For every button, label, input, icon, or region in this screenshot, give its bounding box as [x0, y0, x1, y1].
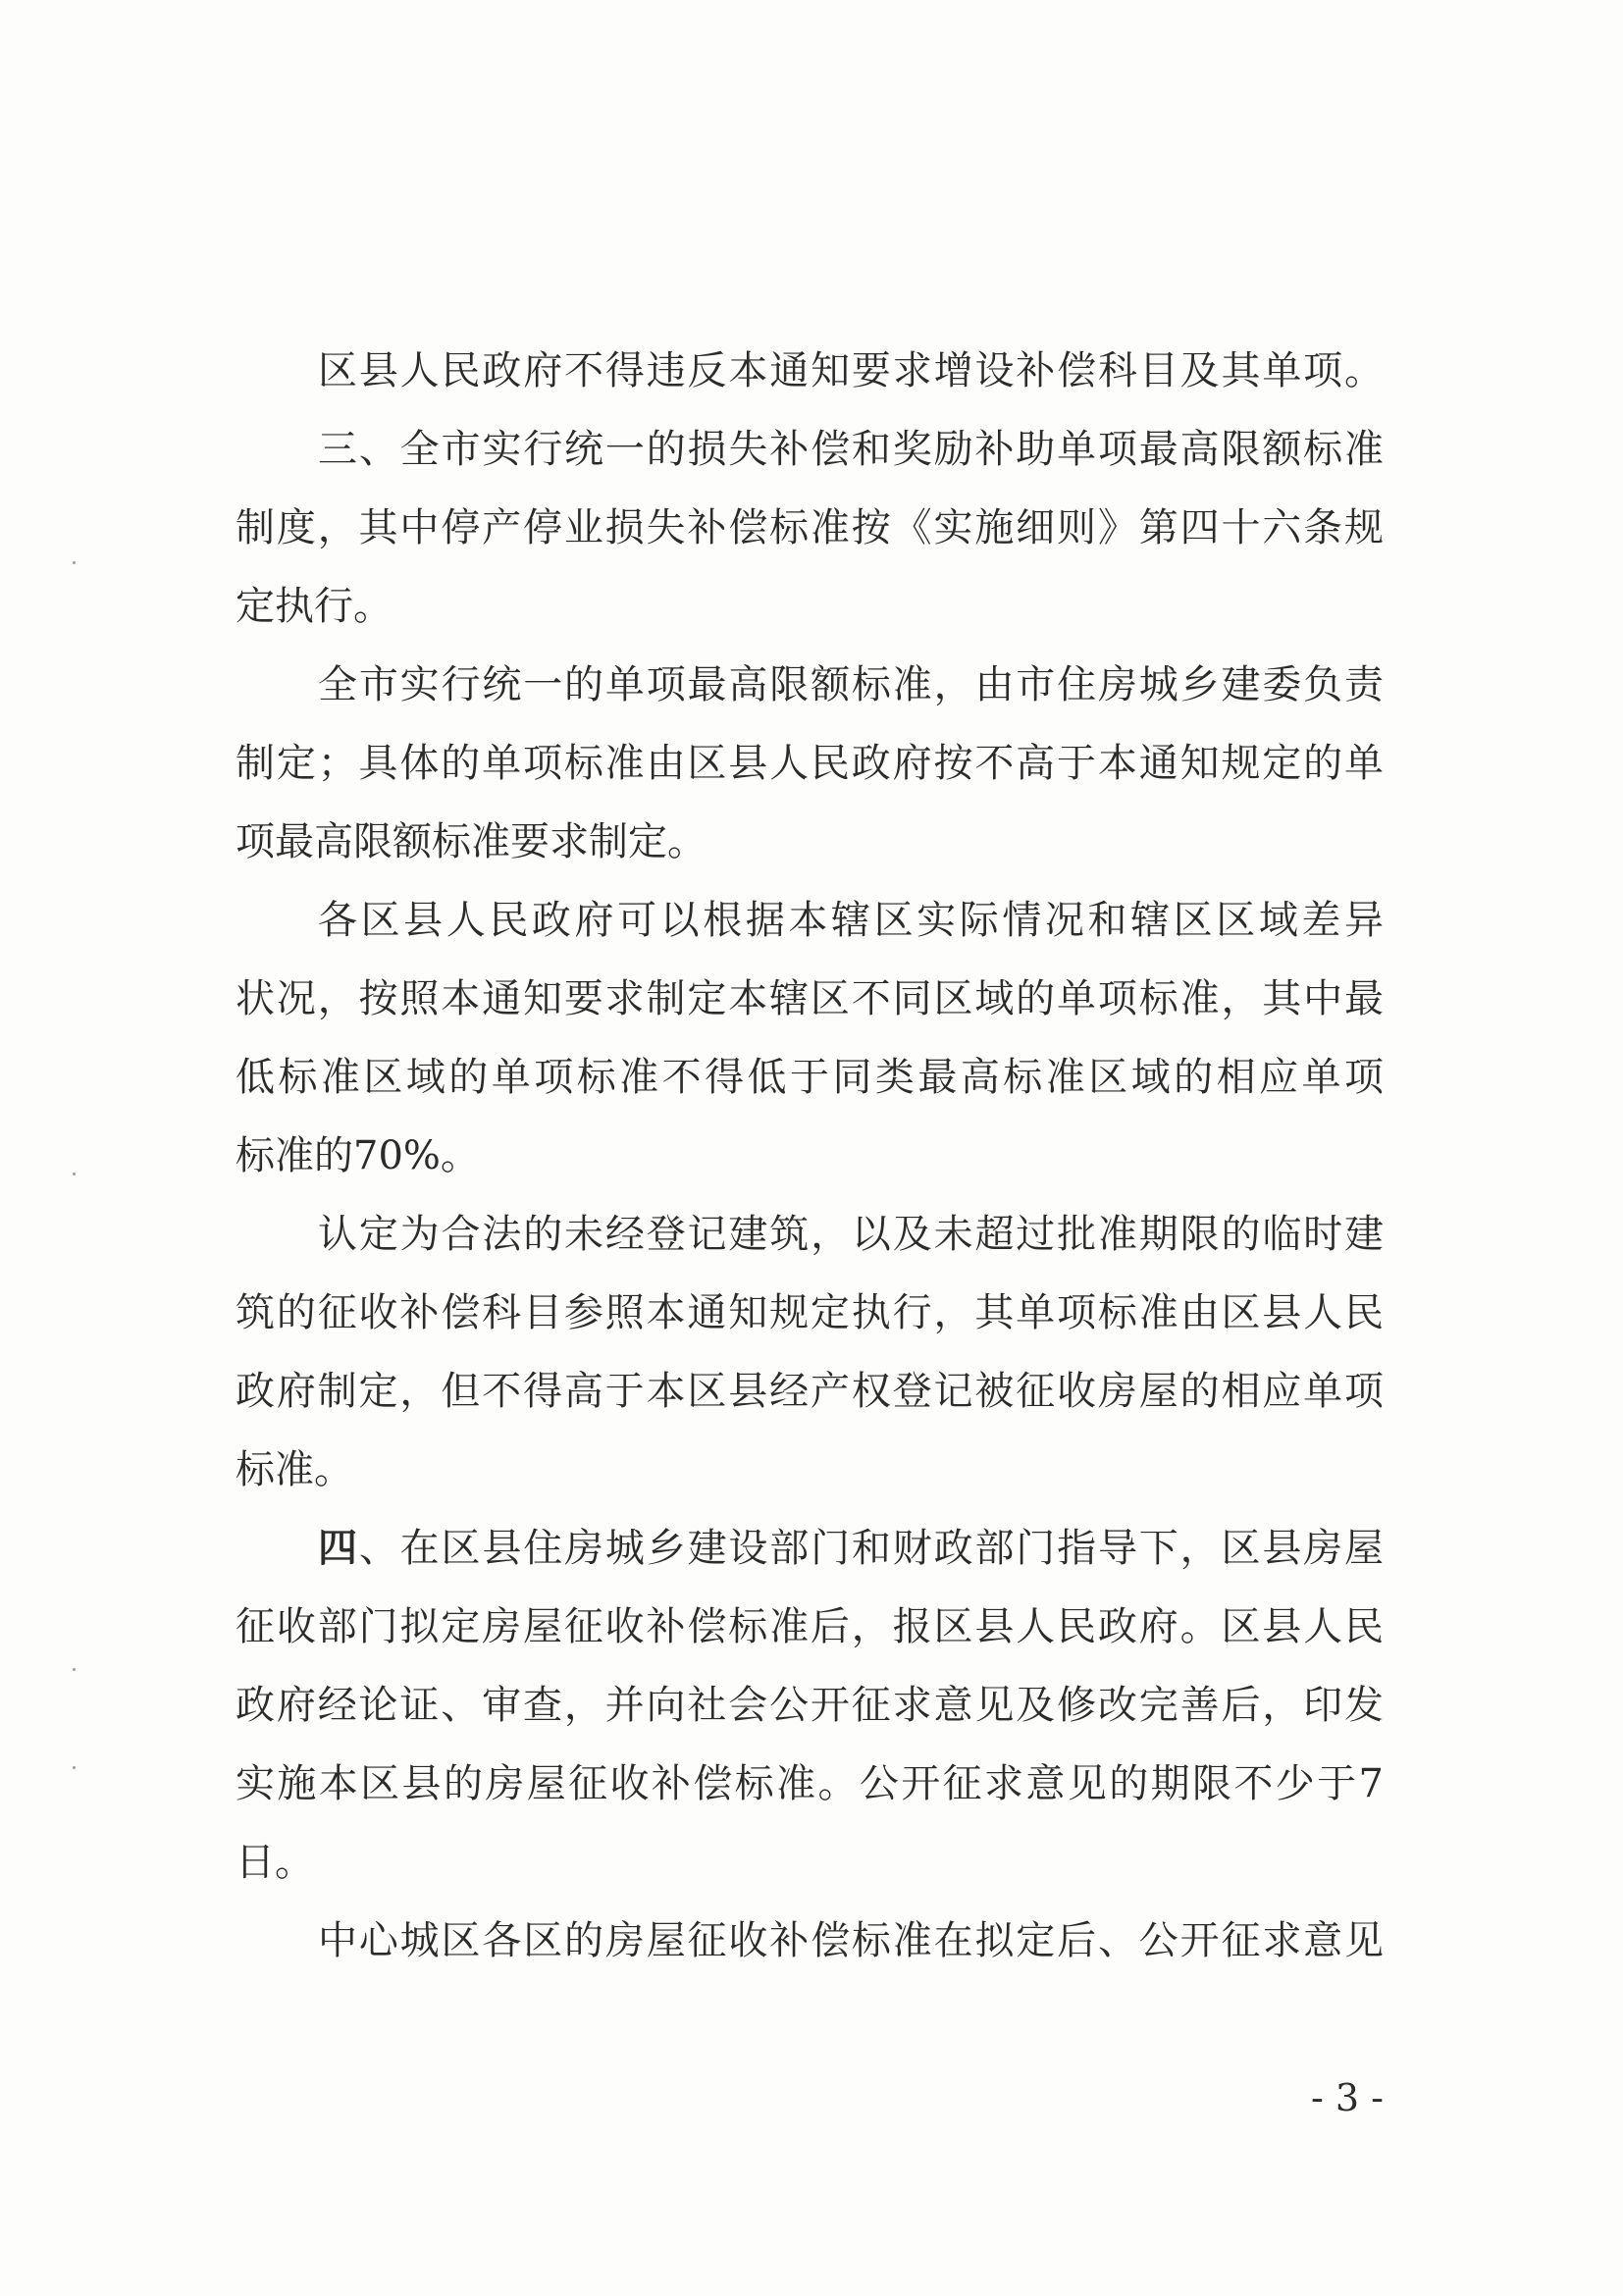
text-line: [236, 1902, 1384, 1980]
page-number: - 3 -: [1310, 2076, 1384, 2119]
text-line-content: 标准。: [236, 1447, 353, 1492]
text-line-content: 征收部门拟定房屋征收补偿标准后，报区县人民政府。区县人民: [236, 1604, 1384, 1649]
text-line: [236, 1666, 1384, 1745]
section-number: 四: [318, 1525, 359, 1571]
text-line: [236, 1431, 1384, 1509]
text-line-content: 筑的征收补偿科目参照本通知规定执行，其单项标准由区县人民: [236, 1290, 1384, 1335]
text-line: [236, 1274, 1384, 1352]
text-line: [236, 1038, 1384, 1117]
text-line-content: 低标准区域的单项标准不得低于同类最高标准区域的相应单项: [236, 1055, 1384, 1100]
text-line-content: 、在区县住房城乡建设部门和财政部门指导下，区县房屋: [358, 1526, 1385, 1571]
text-line-content: 定执行。: [236, 584, 393, 629]
text-line-content: 实施本区县的房屋征收补偿标准。公开征求意见的期限不少于7: [236, 1761, 1384, 1806]
scan-mark: [73, 1668, 76, 1671]
text-line: [236, 489, 1384, 567]
text-line: [236, 1823, 1384, 1902]
text-line-content: 认定为合法的未经登记建筑，以及未超过批准期限的临时建: [318, 1212, 1384, 1257]
text-line-content: 制度，其中停产停业损失补偿标准按《实施细则》第四十六条规: [236, 505, 1384, 550]
text-line: [236, 1588, 1384, 1666]
text-line: [236, 1509, 1384, 1588]
scan-mark: [73, 1173, 76, 1175]
text-line: [236, 567, 1384, 646]
text-line-content: 全市实行统一的单项最高限额标准，由市住房城乡建委负责: [318, 662, 1384, 707]
text-line: [236, 724, 1384, 803]
text-line: [236, 1745, 1384, 1823]
text-line-content: 区县人民政府不得违反本通知要求增设补偿科目及其单项。: [318, 348, 1384, 393]
text-line: [236, 646, 1384, 724]
text-line-content: 项最高限额标准要求制定。: [236, 819, 707, 864]
text-line: [236, 1195, 1384, 1274]
text-line: [236, 803, 1384, 881]
text-line-content: 政府经论证、审查，并向社会公开征求意见及修改完善后，印发: [236, 1683, 1384, 1728]
text-line: [236, 332, 1384, 410]
scan-mark: [73, 561, 76, 564]
text-line: [236, 1352, 1384, 1431]
text-line-content: 三、全市实行统一的损失补偿和奖励补助单项最高限额标准: [318, 427, 1384, 472]
text-line: [236, 960, 1384, 1038]
text-line: [236, 1117, 1384, 1195]
scan-mark: [73, 1766, 76, 1769]
text-line-content: 状况，按照本通知要求制定本辖区不同区域的单项标准，其中最: [236, 976, 1384, 1021]
text-line-content: 政府制定，但不得高于本区县经产权登记被征收房屋的相应单项: [236, 1369, 1384, 1414]
text-line-content: 各区县人民政府可以根据本辖区实际情况和辖区区域差异: [318, 898, 1384, 943]
text-line-content: 中心城区各区的房屋征收补偿标准在拟定后、公开征求意见: [318, 1918, 1384, 1963]
text-line-content: 制定；具体的单项标准由区县人民政府按不高于本通知规定的单: [236, 741, 1384, 786]
text-line: [236, 410, 1384, 489]
text-line-content: 日。: [236, 1840, 314, 1885]
text-line: [236, 881, 1384, 960]
text-line-content: 标准的70%。: [236, 1133, 480, 1178]
